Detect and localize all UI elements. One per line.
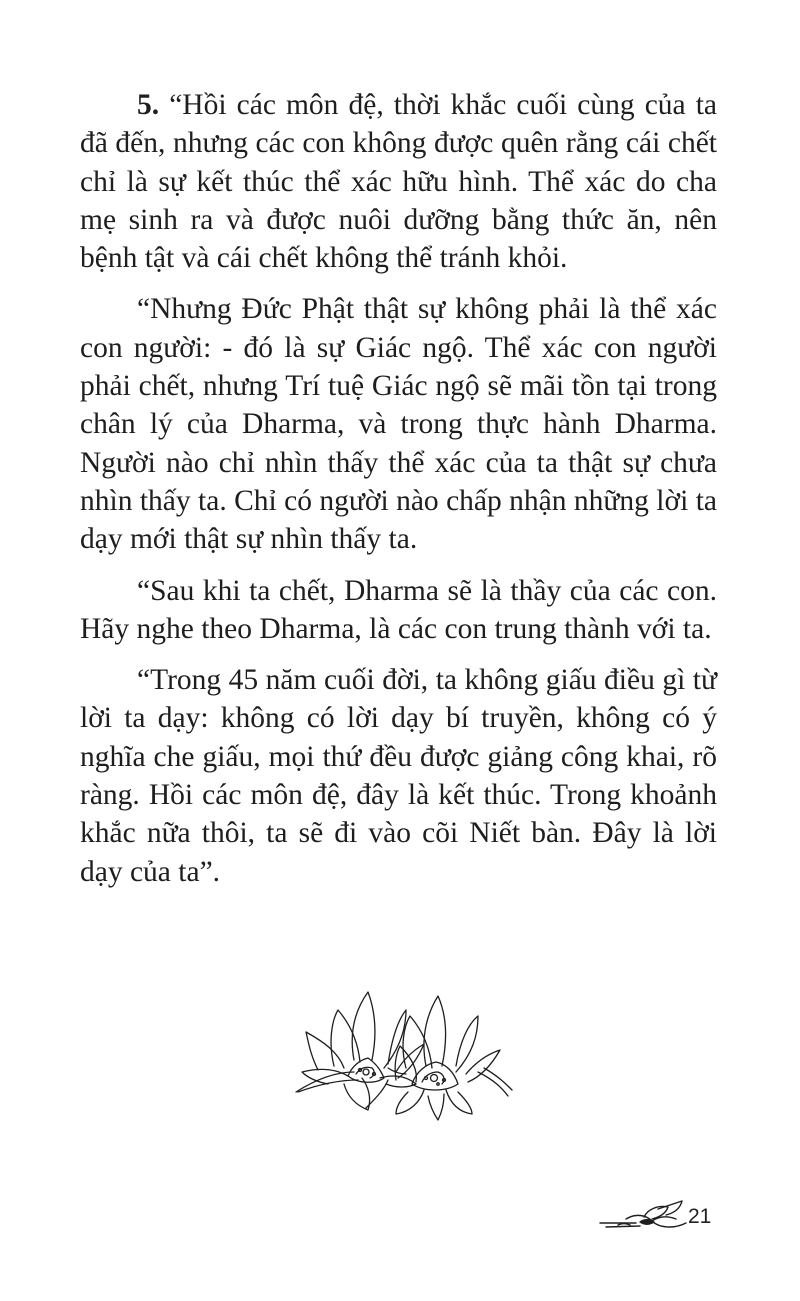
bird-ornament-icon	[600, 1201, 686, 1227]
paragraph-3: “Sau khi ta chết, Dharma sẽ là thầy của các con. Hãy nghe theo Dharma, là các con trung thành với ta.	[80, 574, 717, 645]
right-lotus-flower	[395, 996, 500, 1120]
paragraph-4: “Trong 45 năm cuối đời, ta không giấu điều gì từ lời ta dạy: không có lời dạy bí truyền, không có ý nghĩa che giấu, mọi thứ đều được giảng công khai, rõ ràng. Hồi các môn đệ, đây là kết thúc. Trong khoảnh khắc nữa thôi, ta sẽ đi vào cõi Niết bàn. Đây là lời dạy của ta”.	[80, 664, 717, 888]
lotus-flowers-icon	[288, 988, 514, 1122]
paragraph-1-text: “Hồi các môn đệ, thời khắc cuối cùng của ta đã đến, nhưng các con không được quên rằng cái chết chỉ là sự kết thúc thể xác hữu hình. Thể xác do cha mẹ sinh ra và được nuôi dưỡng bằng thức ăn, nên bệnh tật và cái chết không thể tránh khỏi.	[80, 89, 717, 275]
left-lotus-flower	[302, 992, 424, 1110]
paragraph-2: “Nhưng Đức Phật thật sự không phải là thể xác con người: - đó là sự Giác ngộ. Thể xác con người phải chết, nhưng Trí tuệ Giác ngộ sẽ mãi tồn tại trong chân lý của Dharma, và trong thực hành Dharma. Người nào chỉ nhìn thấy thể xác của ta thật sự chưa nhìn thấy ta. Chỉ có người nào chấp nhận những lời ta dạy mới thật sự nhìn thấy ta.	[80, 293, 717, 556]
page-number: 21	[688, 1205, 712, 1228]
page-body-text	[80, 86, 717, 904]
paragraph-1	[80, 86, 717, 277]
paragraph-number: 5.	[137, 89, 160, 121]
